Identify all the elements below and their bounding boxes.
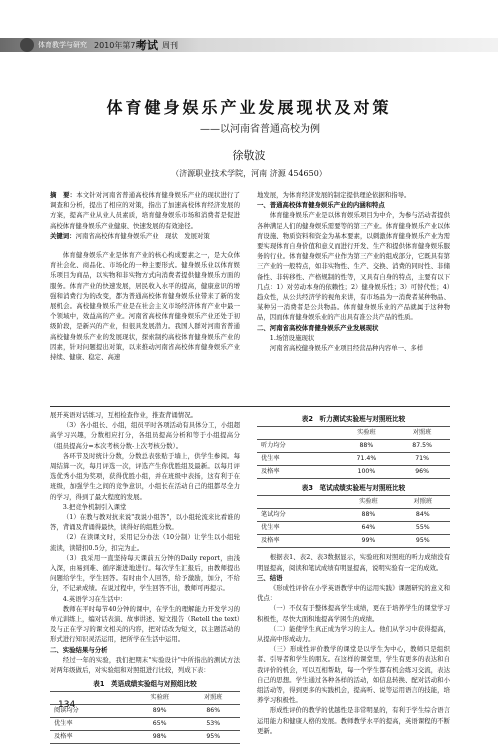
section-heading: 三、结语 <box>257 573 283 582</box>
table-cell: 对照班 <box>394 427 450 440</box>
section-title: 考试 <box>136 39 158 52</box>
article-title: 体育健身娱乐产业发展现状及对策 <box>106 98 392 117</box>
paragraph: （一）不仅有于整体提高学生成绩，更在于培养学生的课堂学习积极性，尽快大面积地提高学困生的成绩。 <box>257 604 450 623</box>
paragraph: （1）在教与教对抗来说"我说小组答"，以小组轮流来比看谁的答，背诵及背诵得最快，读得好的组胜分数。 <box>50 513 240 532</box>
table-header-row <box>50 692 240 705</box>
table-cell: 实验班 <box>341 496 395 509</box>
section-heading: 一、普通高校体育健身娱乐产业的内涵和特点 <box>257 201 385 210</box>
table-cell: 71% <box>394 453 450 466</box>
table-row <box>257 535 450 548</box>
paragraph: 各环节及时统计分数，分数总表张贴于墙上，供学生参阅。每周结算一次，每月评选一次，评选产生你优胜组及最新。以每月评选优秀小组为奖项，获得优胜小组，并在班级中表扬，这有利于在班级，加强学生之间的竞争意识，小组长在活动自己的组都尽全力的学习，得到了最大程度的发展。 <box>50 451 240 501</box>
table-cell <box>257 496 341 509</box>
table1 <box>50 691 240 744</box>
table-cell: 88% <box>339 440 395 453</box>
table-cell: 64% <box>341 522 395 535</box>
author-name: 徐敬波 <box>232 149 266 162</box>
table1-caption: 表1 英语成绩实验组与对照组比较 <box>93 680 197 689</box>
table-row <box>257 466 450 479</box>
paragraph: 教师在平时每节40分钟的课中，在学生的理解能力开发学习的单元训练上，编对话表演、故事讲述、短文报告（Retell the text）及与正在学习的课文相关的内容，把对话改为短文，以主题活动的形式进行知识灵活运用，把所学在生活中运用。 <box>50 604 240 644</box>
table-cell: 98% <box>133 731 187 744</box>
table-cell: 55% <box>396 522 450 535</box>
table3 <box>257 495 450 548</box>
paragraph: 体育健身娱乐产业是体育产业的核心构成要素之一，是大众体育社会化、商品化、市场化的一种主要形式。健身娱乐业以体育娱乐项目为商品，以实物和非实物方式向消费者提供健身娱乐方面的服务。体育产业的快速发展，居民收入水平的提高，健康意识的增强和消费行为的改变，都为普通高校体育健身娱乐业带来了新的发展机会。高校健身娱乐产业是在社会主义市场经济体育产业中最一个领域中，效益高的产业。河南省高校体育健身娱乐产业还处于初级阶段，是新兴的产业，但很具发展潜力。我国人群对河南省普通高校健身娱乐产业的发展现状，探索制约高校体育健身娱乐产业的因素，针对问题提出对策，以来推动河南省高校体育健身娱乐产业持续、健康、稳定、高速 <box>50 251 240 362</box>
table-cell <box>257 427 339 440</box>
paragraph: 3.把竞争机制引入课堂 <box>62 502 127 511</box>
abstract-text: 本文针对河南省普通高校体育健身娱乐产业的现状进行了调查和分析，提出了相应的对策，指出了加速高校体育经济发展的方案，提高产业从业人员素质，培育健身娱乐市场和消费者是促进高校体育健身娱乐产业健康、快速发展的有效途径。 <box>50 191 241 230</box>
column-right-bottom <box>257 410 450 736</box>
table-cell: 优生率 <box>257 453 339 466</box>
table-row <box>257 440 450 453</box>
table-cell: 65% <box>133 718 187 731</box>
table-cell: 53% <box>186 718 240 731</box>
section-divider <box>50 406 450 407</box>
table-row <box>257 453 450 466</box>
affiliation: （济源职业技术学院，河南 济源 454650） <box>171 169 327 178</box>
table-cell: 95% <box>186 731 240 744</box>
table-cell: 及格率 <box>257 466 339 479</box>
table3-caption: 表3 笔试成绩实验班与对照班比较 <box>301 484 406 493</box>
paragraph: 河南省高校健身娱乐产业项目经营品种内容单一、多样 <box>269 344 424 353</box>
column-left-top <box>50 250 240 362</box>
section-heading: 二、实验结果与分析 <box>50 645 108 654</box>
paragraph: （3）各小组长、小组，组员平时各项活动有具体分工，小组超高学习兴趣，分数相应打分，各组员提高分析和等于小组提高分（组员提高分=本次考核分数-上次考核分数）。 <box>50 421 240 450</box>
table-cell: 听力均分 <box>257 440 339 453</box>
table-cell: 88% <box>341 509 395 522</box>
table-cell: 及格率 <box>257 535 341 548</box>
abstract-label: 摘 要： <box>50 191 77 199</box>
paragraph: 地发展，为体育经济发展的制定提供理论依据和指导。 <box>257 191 411 199</box>
table-cell: 对照班 <box>186 692 240 705</box>
table-cell: 笔试均分 <box>257 509 341 522</box>
table2-caption: 表2 听力测试实验班与对照班比较 <box>301 415 406 423</box>
table-cell: 87.5% <box>394 440 450 453</box>
table-cell: 对照班 <box>396 496 450 509</box>
paragraph: （二）能使学生真正成为学习的主人。他们从学习中获得提高，从提高中形成动力。 <box>257 624 450 644</box>
paragraph: 根据表1、表2、表3数据显示，实验班和对照班的听力成绩没有明显提高，阅读和笔试成绩有明显提高，说明实验有一定的成效。 <box>257 553 450 572</box>
table-cell: 及格率 <box>50 731 133 744</box>
column-left-bottom <box>50 410 240 744</box>
table-row <box>50 718 240 731</box>
abstract <box>50 190 240 241</box>
paragraph: 形成性评价的教学的优越性是非常明显的，有利于学生综合语言运用能力和健康人格的发展。教师教学水平的提高，英语课程的不断更新。 <box>257 706 450 735</box>
table-cell: 实验班 <box>339 427 395 440</box>
paragraph: 体育健身娱乐产业是以体育娱乐项目为中介，为参与活动者提供各种满足人们的健身娱乐需要等的第三产业。体育健身娱乐产业以体育设施、物质资料和资金为基本要素，以刺激体育健身娱乐产业为需要实现体育自身价值和意义而进行开发、生产和提供体育健身娱乐服务的行业。体育健身娱乐产业作为第三产业的组成部分，它既具有第三产业的一般特点，如非实物性、生产、交换、消费的同时性、非储备性、非转移性、产格规制的性等，又具有自身的特点，主要有以下几点：1）对劳动本身的依赖性；2）健身娱乐性；3）可替代性；4）趋众性，从公共经济学的视角来讲，有市场品为一消费者某种物品、某种另一消费者是公共物品。体育健身娱乐业的产品就属于这种物品，因而体育健身娱乐业的产出具有准公共产品的性质。 <box>257 211 450 322</box>
table2 <box>257 426 450 479</box>
table-row <box>50 705 240 718</box>
table-cell: 71.4% <box>339 453 395 466</box>
table-cell: 89% <box>133 705 187 718</box>
table-row <box>257 522 450 535</box>
table-cell: 86% <box>186 705 240 718</box>
issue-label: 2010年第7期 <box>94 41 144 50</box>
table-cell: 阅读均分 <box>50 705 133 718</box>
paragraph: （3）我采用一直坚持每天课前五分钟的Daily report，由浅入深，由易到难、循序渐进地进行。每次学生汇报后，由教师提出问题给学生，学生回答。有时由个人回答，给予激励，加分，不给分，不记录成绩。在说过程中，学生回答不出，教师可再提示。 <box>50 553 240 593</box>
keywords-label: 关键词： <box>50 231 76 240</box>
table-cell: 95% <box>396 535 450 548</box>
section-heading: 二、河南省高校体育健身娱乐产业发展现状 <box>257 323 379 332</box>
paragraph: （2）在读课文时，采用记分办法（10分制）让学生以小组轮流读，读错扣0.5分，扣完为止。 <box>50 533 240 552</box>
table-row <box>50 731 240 744</box>
paragraph: 展开英语对话练习，互相检查作业，推查背诵情况。 <box>50 411 197 419</box>
paragraph: 《形成性评价在小学英语教学中的运用实践》课题研究的意义和优点： <box>257 584 450 603</box>
table-cell: 96% <box>394 466 450 479</box>
magazine-logo-icon <box>20 38 34 52</box>
page-number: 134 <box>58 700 76 710</box>
table-cell: 实验班 <box>133 692 187 705</box>
paragraph: 1.场馆设施现状 <box>269 333 315 342</box>
column-right-top <box>257 190 450 353</box>
table-cell: 优生率 <box>257 522 341 535</box>
table-cell: 99% <box>341 535 395 548</box>
table-cell: 84% <box>396 509 450 522</box>
table-header-row <box>257 427 450 440</box>
paragraph: 4.英语学习在生活中： <box>62 594 127 603</box>
table-cell: 100% <box>339 466 395 479</box>
table-row <box>257 509 450 522</box>
table-cell: 优生率 <box>50 718 133 731</box>
keywords-text: 河南省高校体育健身娱乐产业 现状 发展对策 <box>75 231 210 240</box>
article-subtitle: ——以河南省普通高校为例 <box>200 124 320 135</box>
table-header-row <box>257 496 450 509</box>
paragraph: （三）形成性评价教学的课堂是以学生为中心，教师只是组织者、引导者和学生的朋友。在这样的课堂里，学生有更多的表达和自我评价的机会，可以互相帮助，每一个学生都有机会练习交流，表达自己的思想。学生通过各种各样的活动，如信息转换、配对活动和小组活动等，得到更多的实践机会，提高听、说等运用语言的技能，培养学习积极性。 <box>257 645 450 705</box>
paragraph: 经过一年的实验，我们把期末"实验设计"中所指出的测试方法对两年级做后，对实验组和对照组进行比较，列成下表： <box>50 655 240 675</box>
magazine-name: 体育教学与研究 <box>38 41 87 49</box>
section-suffix: 周刊 <box>162 41 178 50</box>
